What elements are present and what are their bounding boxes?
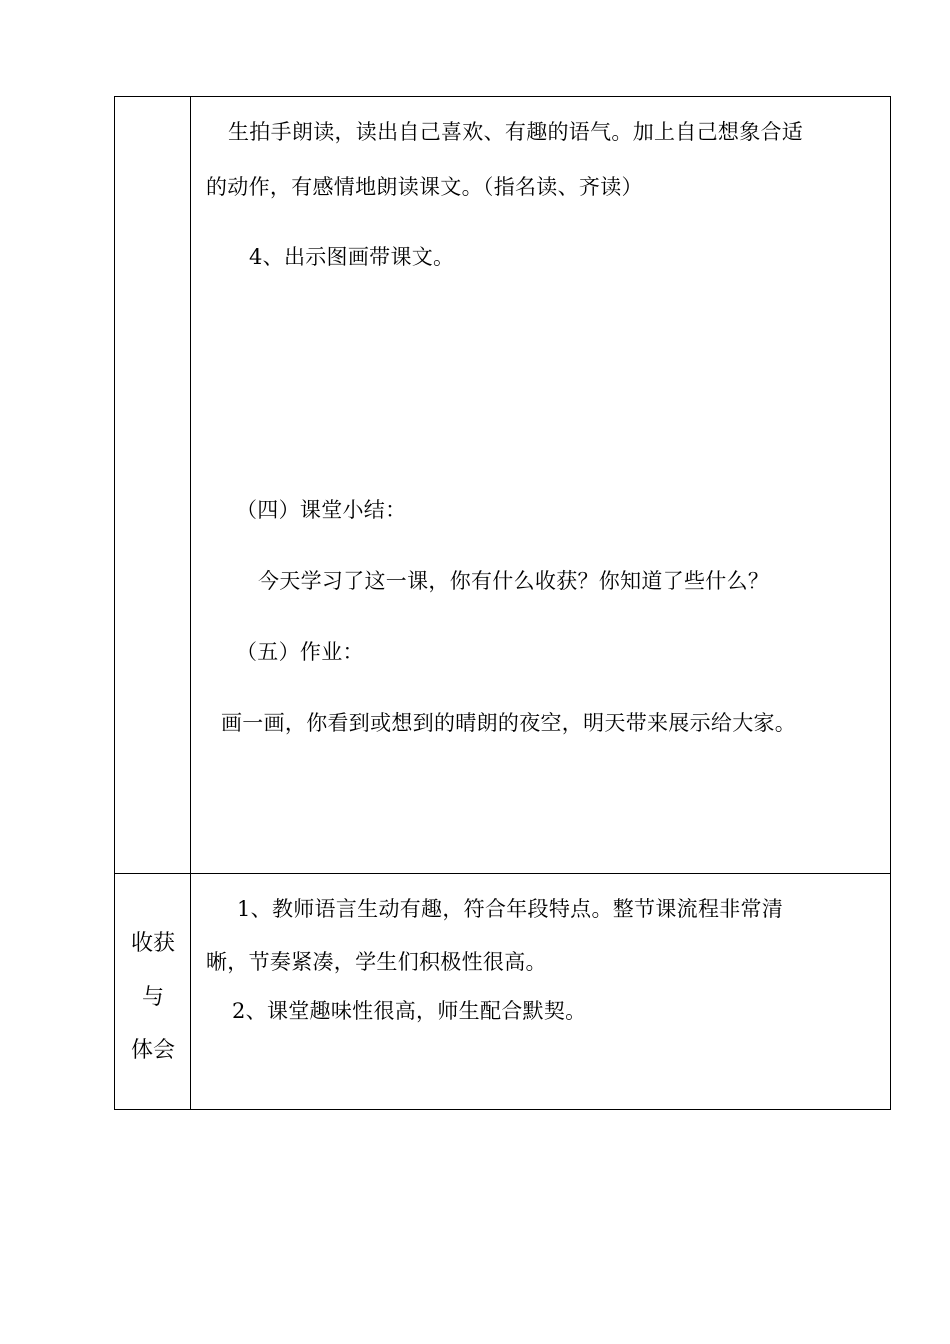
section-heading-summary: （四）课堂小结： (236, 498, 407, 522)
reflection-row (115, 874, 890, 1109)
content-line-homework: 画一画，你看到或想到的晴朗的夜空，明天带来展示给大家。 (221, 711, 797, 735)
reflection-label-line-1: 收获 (130, 931, 175, 956)
content-line-2: 的动作，有感情地朗读课文。（指名读、齐读） (206, 175, 643, 199)
content-row-label-cell (115, 97, 191, 873)
reflection-label-line-2: 与 (141, 985, 164, 1010)
reflection-line-3: 2、课堂趣味性很高，师生配合默契。 (232, 999, 587, 1023)
content-row-text-cell (192, 97, 890, 873)
content-line-3: 4、出示图画带课文。 (249, 245, 455, 269)
reflection-line-1: 1、教师语言生动有趣，符合年段特点。整节课流程非常清 (237, 897, 784, 921)
content-line-1: 生拍手朗读，读出自己喜欢、有趣的语气。加上自己想象合适 (228, 120, 804, 144)
reflection-label-cell (115, 874, 191, 1109)
reflection-label-line-3: 体会 (130, 1038, 175, 1063)
section-heading-homework: （五）作业： (236, 640, 364, 664)
lesson-table (114, 96, 891, 1110)
reflection-text-cell (192, 874, 890, 1109)
content-line-summary: 今天学习了这一课，你有什么收获？你知道了些什么？ (258, 569, 770, 593)
content-row (115, 97, 890, 874)
reflection-line-2: 晰，节奏紧凑，学生们积极性很高。 (206, 950, 547, 974)
